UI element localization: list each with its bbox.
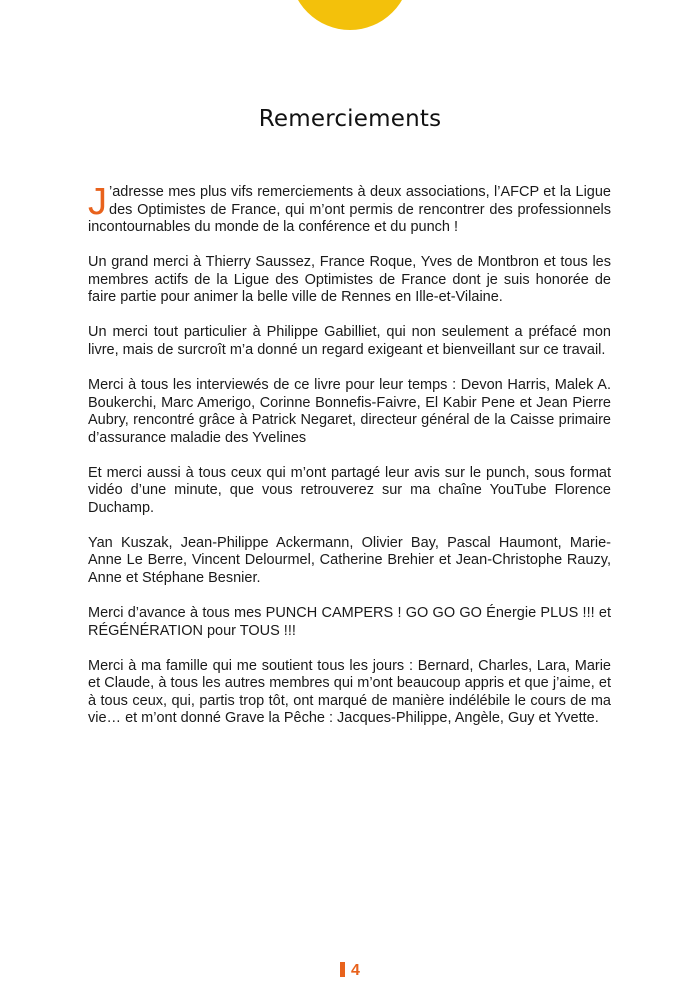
decorative-yellow-circle [290,0,410,30]
paragraph-8: Merci à ma famille qui me soutient tous les jours : Bernard, Charles, Lara, Marie et Claude, à tous les autres membres qui m’ont beaucoup appris et que j’aime, et à tous ceux, qui, partis trop tôt, ont marqué de manière indélébile le cours de ma vie… et m’ont donné Grave la Pêche : Jacques-Philippe, Angèle, Guy et Yvette. [88,657,611,727]
paragraph-2: Un grand merci à Thierry Saussez, France Roque, Yves de Montbron et tous les membres actifs de la Ligue des Optimistes de France dont je suis honorée de faire partie pour animer la belle ville de Rennes en Ille-et-Vilaine. [88,254,611,306]
paragraph-3: Un merci tout particulier à Philippe Gabilliet, qui non seulement a préfacé mon livre, mais de surcroît m’a donné un regard exigeant et bienveillant sur ce travail. [88,324,611,358]
paragraph-5: Et merci aussi à tous ceux qui m’ont partagé leur avis sur le punch, sous format vidéo d’une minute, que vous retrouverez sur ma chaîne YouTube Florence Duchamp. [88,464,611,516]
paragraph-6: Yan Kuszak, Jean-Philippe Ackermann, Olivier Bay, Pascal Haumont, Marie-Anne Le Berre, Vincent Delourmel, Catherine Brehier et Jean-Christophe Rauzy, Anne et Stéphane Besnier. [88,534,611,587]
paragraph-7: Merci d’avance à tous mes PUNCH CAMPERS ! GO GO GO Énergie PLUS !!! et RÉGÉNÉRATION pour TOUS !!! [88,605,611,639]
paragraph-1 [88,181,611,237]
page-number [0,962,700,980]
paragraph-4: Merci à tous les interviewés de ce livre pour leur temps : Devon Harris, Malek A. Boukerchi, Marc Amerigo, Corinne Bonnefis-Faivre, El Kabir Pene et Jean Pierre Aubry, rencontré grâce à Patrick Negaret, directeur général de la Caisse primaire d’assurance maladie des Yvelines [88,376,611,446]
paragraph-1-text: ’adresse mes plus vifs remerciements à deux associations, l’AFCP et la Ligue des Optimistes de France, qui m’ont permis de rencontrer des professionnels incontournables du monde de la conférence et du punch ! [88,184,611,236]
page-title: Remerciements [258,106,442,132]
page-mark-icon [340,962,345,977]
page-number-value: 4 [351,962,360,979]
acknowledgements-body [88,181,611,745]
drop-cap: J [88,181,107,223]
